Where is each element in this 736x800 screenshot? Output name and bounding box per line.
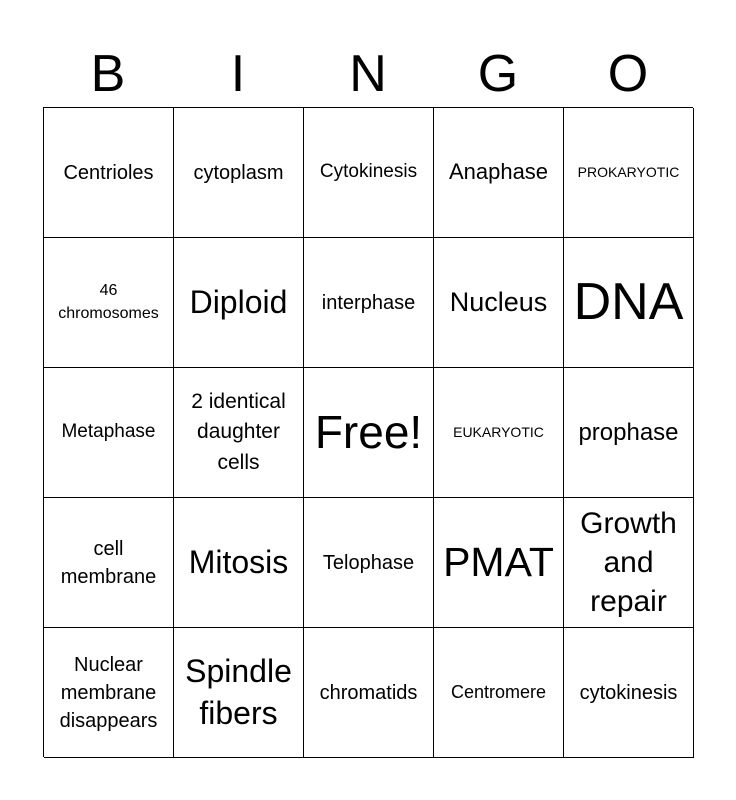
bingo-cell-r5-c4[interactable] (434, 628, 564, 758)
bingo-cell-r4-c4[interactable] (434, 498, 564, 628)
cell-label: Anaphase (448, 159, 549, 185)
cell-label: Mitosis (188, 544, 289, 581)
cell-label: PROKARYOTIC (577, 164, 680, 181)
cell-label: Nuclear membrane disappears (59, 653, 158, 732)
bingo-cell-r2-c3[interactable] (304, 238, 434, 368)
cell-label: Cytokinesis (319, 161, 418, 183)
cell-label: Metaphase (61, 421, 156, 443)
bingo-cell-r1-c2[interactable] (174, 108, 304, 238)
bingo-cell-r1-c4[interactable] (434, 108, 564, 238)
cell-label: Nucleus (449, 286, 548, 317)
bingo-cell-r5-c3[interactable] (304, 628, 434, 758)
cell-label: Free! (314, 406, 423, 459)
bingo-cell-r4-c3[interactable] (304, 498, 434, 628)
bingo-cell-r5-c1[interactable] (44, 628, 174, 758)
cell-label: Telophase (322, 551, 415, 574)
bingo-board (43, 107, 693, 757)
bingo-header (43, 40, 693, 108)
bingo-cell-r2-c2[interactable] (174, 238, 304, 368)
cell-label: Diploid (189, 284, 288, 321)
bingo-cell-r4-c5[interactable] (564, 498, 694, 628)
bingo-cell-r1-c3[interactable] (304, 108, 434, 238)
cell-label: prophase (578, 418, 679, 446)
header-letter-i: I (230, 45, 246, 103)
bingo-cell-r1-c5[interactable] (564, 108, 694, 238)
cell-label: PMAT (443, 538, 554, 585)
bingo-cell-r4-c1[interactable] (44, 498, 174, 628)
bingo-cell-r3-c2[interactable] (174, 368, 304, 498)
cell-label: 46 chromosomes (58, 282, 159, 322)
bingo-cell-r5-c2[interactable] (174, 628, 304, 758)
bingo-cell-r3-c5[interactable] (564, 368, 694, 498)
cell-label: EUKARYOTIC (453, 424, 544, 441)
header-letter-o: O (607, 45, 649, 103)
cell-label: 2 identical daughter cells (191, 389, 286, 474)
cell-label: cell membrane (60, 537, 157, 588)
bingo-cell-r2-c4[interactable] (434, 238, 564, 368)
bingo-cell-r3-c3[interactable] (304, 368, 434, 498)
cell-label: Spindle fibers (185, 652, 292, 731)
header-letter-n: N (349, 45, 387, 103)
bingo-cell-r2-c5[interactable] (564, 238, 694, 368)
bingo-cell-r3-c1[interactable] (44, 368, 174, 498)
cell-label: Centromere (450, 681, 547, 702)
bingo-cell-r1-c1[interactable] (44, 108, 174, 238)
cell-label: Growth and repair (580, 507, 677, 618)
header-letter-g: G (477, 45, 519, 103)
bingo-cell-r3-c4[interactable] (434, 368, 564, 498)
bingo-cell-r5-c5[interactable] (564, 628, 694, 758)
cell-label: cytokinesis (579, 681, 678, 704)
cell-label: Centrioles (63, 161, 154, 184)
cell-label: chromatids (319, 681, 418, 704)
header-letter-b: B (90, 45, 126, 103)
cell-label: DNA (573, 272, 684, 331)
cell-label: cytoplasm (193, 161, 284, 184)
bingo-cell-r4-c2[interactable] (174, 498, 304, 628)
cell-label: interphase (321, 291, 416, 314)
bingo-cell-r2-c1[interactable] (44, 238, 174, 368)
